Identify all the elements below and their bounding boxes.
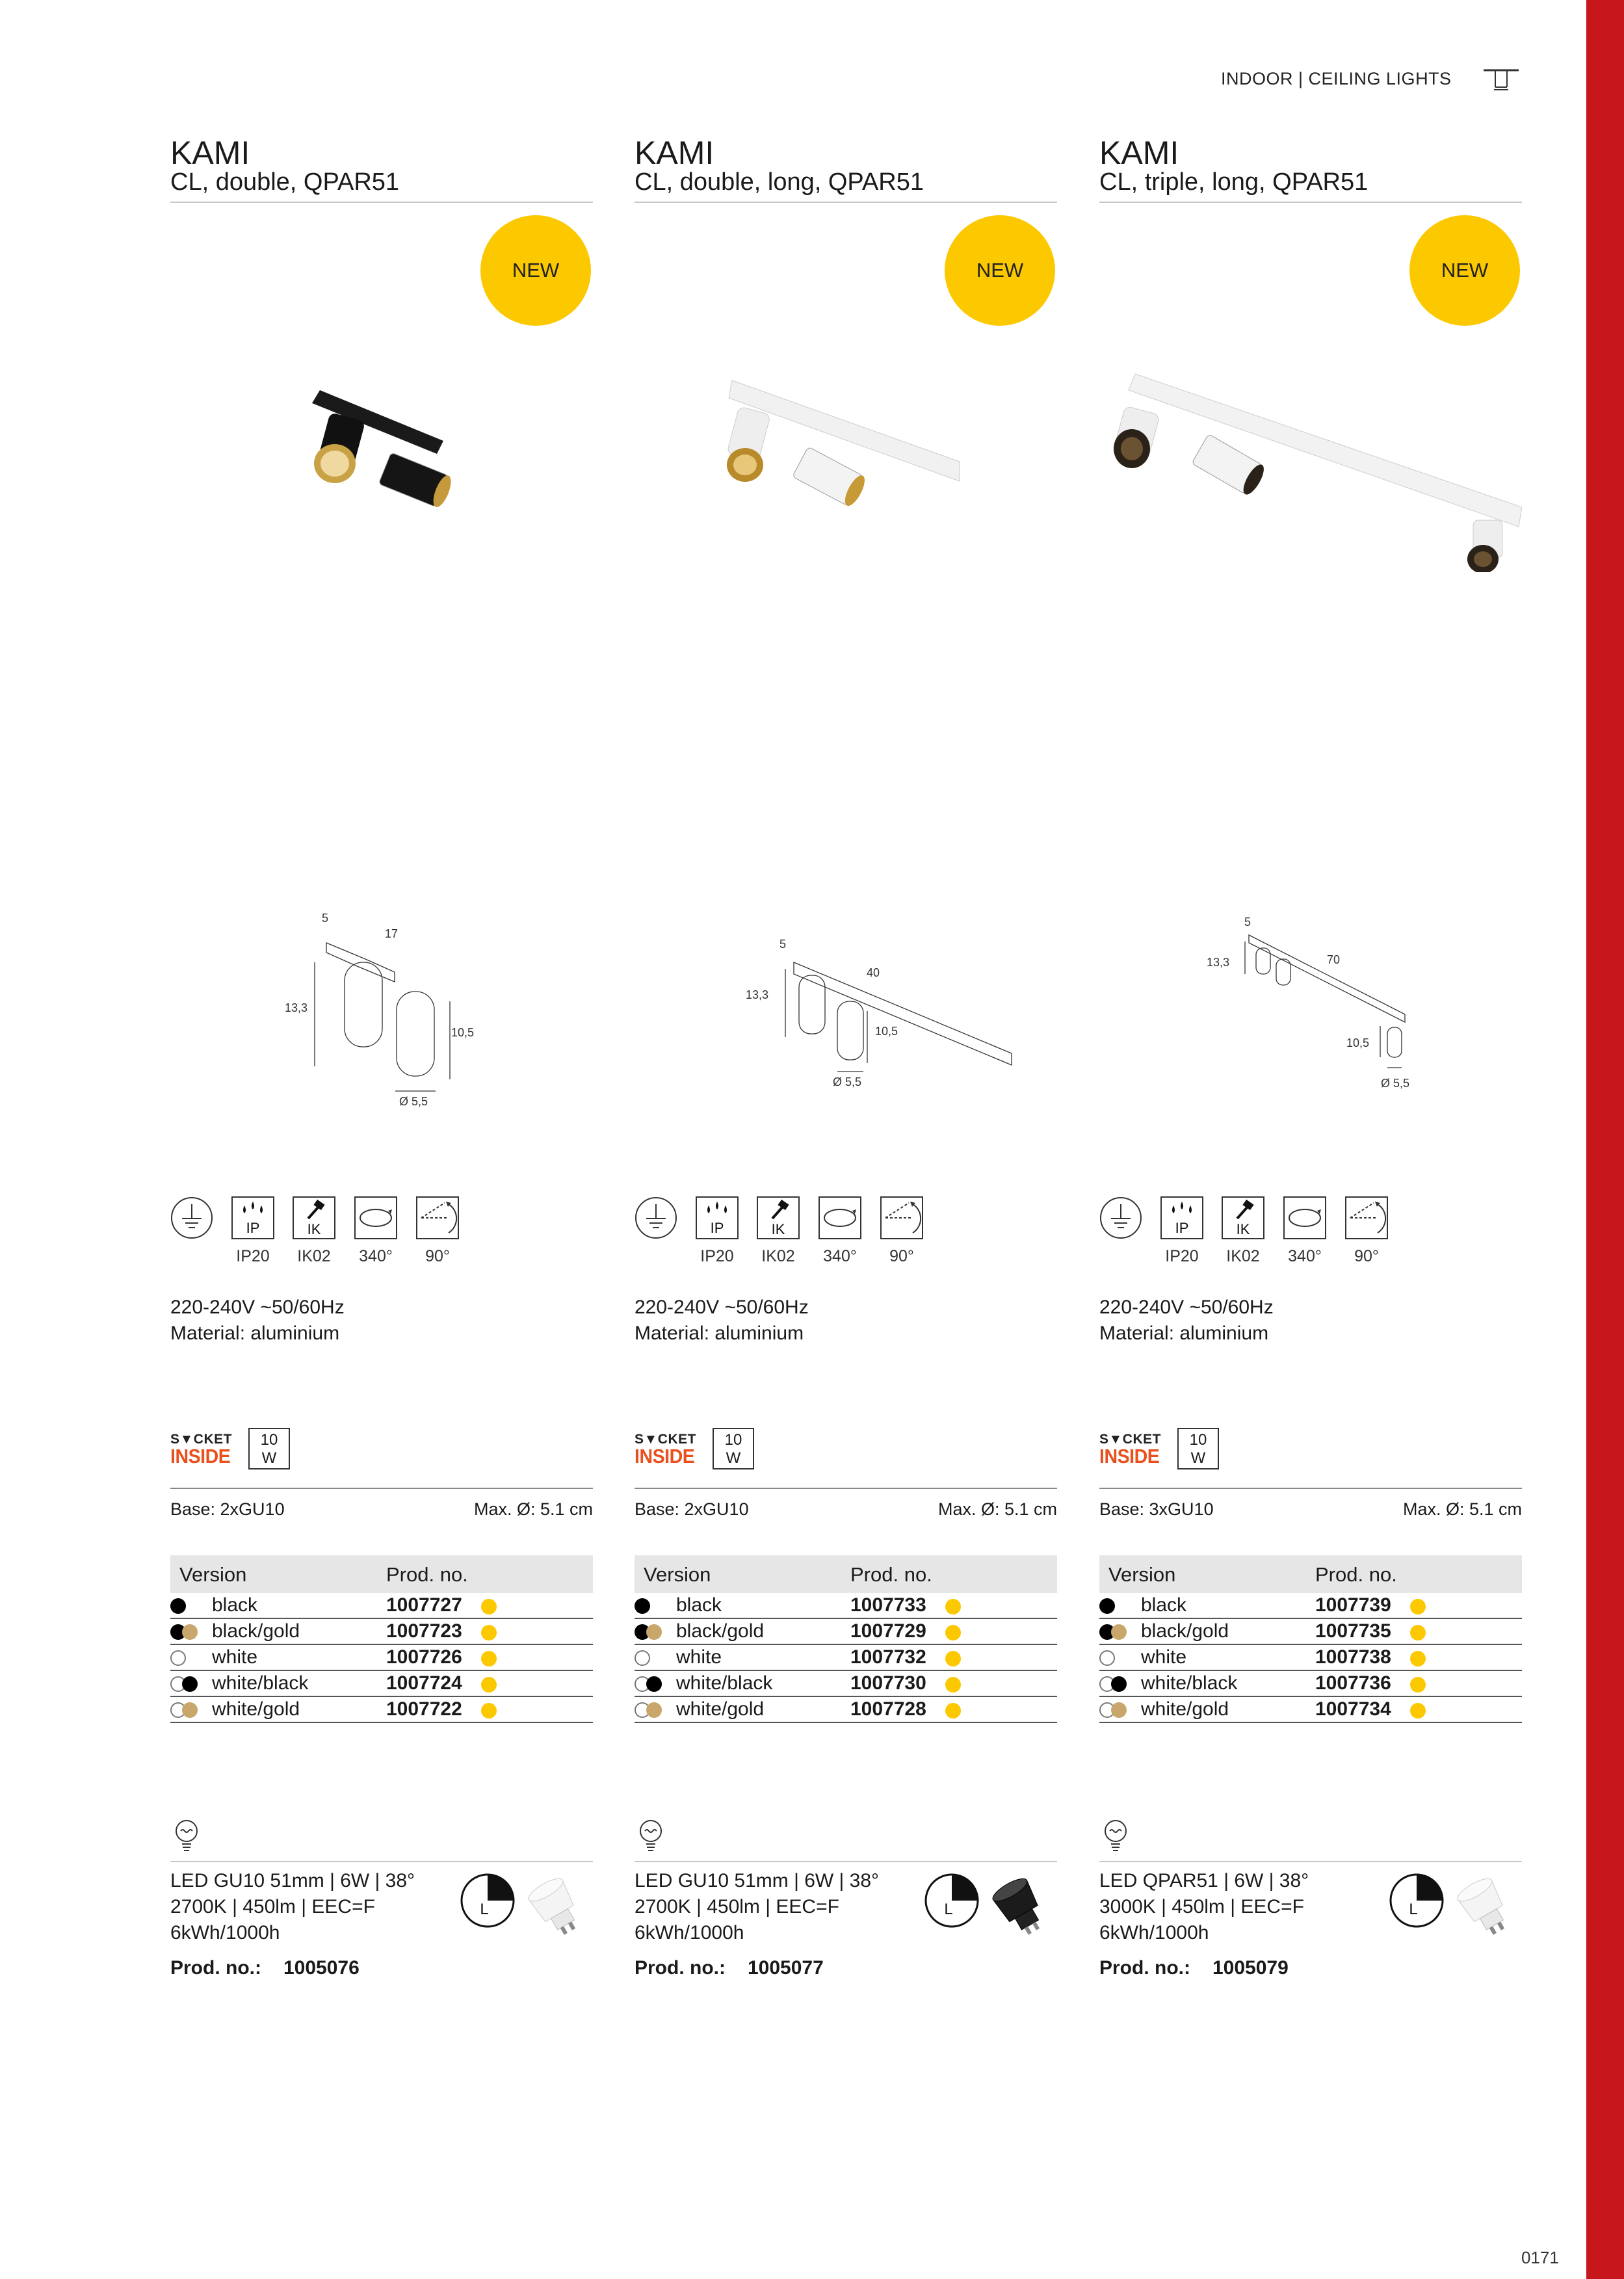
lamp-prod-label: Prod. no.: <box>635 1957 726 1979</box>
tilt-value: 90° <box>425 1247 450 1265</box>
bulb-shape <box>990 1875 1051 1942</box>
dimension-label: 13,3 <box>285 1001 308 1014</box>
availability-dot <box>481 1599 497 1614</box>
wattage-unit: W <box>1190 1449 1206 1467</box>
protection-class-icon <box>635 1196 677 1239</box>
divider <box>170 202 593 203</box>
dimension-label: 13,3 <box>1207 956 1230 969</box>
table-row <box>170 1619 593 1645</box>
version-header: Version <box>1108 1563 1176 1586</box>
protection-class-icon <box>170 1196 213 1239</box>
version-name: black <box>676 1594 722 1616</box>
prod-no-header: Prod. no. <box>1315 1563 1397 1586</box>
version-table-header <box>1099 1555 1522 1593</box>
dimmable-letter: L <box>1409 1901 1418 1918</box>
color-swatch <box>170 1598 186 1614</box>
product-title: KAMI <box>1099 135 1179 171</box>
availability-dot <box>945 1625 961 1640</box>
dimension-label: 10,5 <box>1346 1036 1370 1049</box>
ip-value: IP20 <box>236 1247 270 1265</box>
dimension-label: 10,5 <box>451 1026 475 1039</box>
rotation-icon <box>819 1196 861 1239</box>
version-prod-no: 1007732 <box>850 1646 926 1668</box>
ik-label: IK <box>307 1221 321 1237</box>
lamp-prod-value: 1005077 <box>747 1957 824 1979</box>
divider <box>635 1861 1057 1862</box>
color-swatch <box>182 1702 198 1718</box>
ik-label: IK <box>771 1221 785 1237</box>
section-header: INDOOR | CEILING LIGHTS <box>1221 69 1452 88</box>
table-row <box>1099 1645 1522 1671</box>
product-column <box>170 0 593 2146</box>
bulb-shape <box>1455 1875 1516 1942</box>
lamp-spec-line1: LED GU10 51mm | 6W | 38° <box>635 1870 880 1891</box>
color-swatch <box>646 1624 662 1640</box>
ip-label: IP <box>246 1220 260 1236</box>
version-prod-no: 1007734 <box>1315 1698 1391 1720</box>
feature-icons <box>170 1196 469 1268</box>
ik-value: IK02 <box>761 1247 795 1265</box>
product-image <box>635 338 1057 572</box>
divider <box>170 1861 593 1862</box>
availability-dot <box>1410 1599 1426 1614</box>
divider <box>1099 1861 1522 1862</box>
tilt-icon <box>416 1196 459 1239</box>
availability-dot <box>481 1703 497 1719</box>
table-row <box>635 1593 1057 1619</box>
availability-dot <box>1410 1651 1426 1666</box>
version-prod-no: 1007726 <box>386 1646 462 1668</box>
table-row <box>635 1619 1057 1645</box>
version-prod-no: 1007723 <box>386 1620 462 1642</box>
ik-rating-icon <box>757 1196 800 1239</box>
material-spec: Material: aluminium <box>1099 1323 1269 1344</box>
table-row <box>1099 1593 1522 1619</box>
availability-dot <box>1410 1677 1426 1693</box>
dimension-label: 17 <box>385 927 399 940</box>
dimension-label: Ø 5,5 <box>399 1095 428 1108</box>
spotlight-head <box>378 453 454 510</box>
tilt-icon <box>880 1196 923 1239</box>
availability-dot <box>945 1599 961 1614</box>
availability-dot <box>945 1703 961 1719</box>
spotlight-head <box>1467 520 1502 572</box>
lamp-prod-no <box>1099 1957 1289 1979</box>
lamp-prod-value: 1005076 <box>283 1957 360 1979</box>
bulb-icon <box>635 1817 667 1853</box>
lamp-spec-line2: 2700K | 450lm | EEC=F <box>635 1896 839 1917</box>
ip-value: IP20 <box>1165 1247 1199 1265</box>
availability-dot <box>1410 1625 1426 1640</box>
page-number: 0171 <box>1521 2248 1559 2267</box>
spotlight-head <box>792 447 869 508</box>
max-diameter-spec: Max. Ø: 5.1 cm <box>1402 1499 1522 1519</box>
drawing-bar <box>1249 935 1405 1022</box>
socket-logo-line1: S▼CKET <box>635 1432 696 1447</box>
wattage-box <box>713 1428 754 1469</box>
version-name: white <box>212 1646 258 1668</box>
version-table-header <box>170 1555 593 1593</box>
version-prod-no: 1007728 <box>850 1698 926 1720</box>
ip-value: IP20 <box>700 1247 734 1265</box>
lamp-bulb-image <box>521 1874 593 1945</box>
version-prod-no: 1007730 <box>850 1672 926 1694</box>
lamp-bulb-image <box>986 1874 1057 1945</box>
lamp-spec-line3: 6kWh/1000h <box>1099 1922 1209 1943</box>
product-variant: CL, triple, long, QPAR51 <box>1099 168 1369 196</box>
color-swatch <box>646 1676 662 1692</box>
version-prod-no: 1007727 <box>386 1594 462 1616</box>
ik-rating-icon <box>293 1196 335 1239</box>
ip-label: IP <box>1175 1220 1189 1236</box>
table-row <box>1099 1671 1522 1697</box>
dimension-label: Ø 5,5 <box>833 1075 862 1088</box>
version-prod-no: 1007729 <box>850 1620 926 1642</box>
dimension-label: 5 <box>1244 916 1251 929</box>
drawing-head <box>397 992 434 1076</box>
product-column <box>1099 0 1522 2146</box>
version-prod-no: 1007736 <box>1315 1672 1391 1694</box>
table-row <box>635 1645 1057 1671</box>
rotation-icon <box>1283 1196 1326 1239</box>
color-swatch <box>182 1624 198 1640</box>
max-diameter-spec: Max. Ø: 5.1 cm <box>473 1499 593 1519</box>
version-name: black <box>1141 1594 1187 1616</box>
version-name: black/gold <box>212 1620 300 1642</box>
table-row <box>1099 1697 1522 1723</box>
lamp-prod-label: Prod. no.: <box>170 1957 261 1979</box>
dimension-label: 13,3 <box>746 988 769 1001</box>
table-row <box>1099 1619 1522 1645</box>
availability-dot <box>945 1677 961 1693</box>
dimension-label: 40 <box>867 966 880 979</box>
dimension-drawing <box>1099 897 1522 1112</box>
mounting-bar <box>1129 374 1522 527</box>
table-row <box>635 1671 1057 1697</box>
version-name: black <box>212 1594 258 1616</box>
voltage-spec: 220-240V ~50/60Hz <box>635 1297 809 1318</box>
wattage-unit: W <box>726 1449 741 1467</box>
ip-rating-icon <box>696 1196 739 1239</box>
spotlight-head <box>1114 406 1160 468</box>
lamp-bulb-image <box>1450 1874 1522 1945</box>
version-name: white/black <box>1141 1672 1238 1694</box>
new-badge: NEW <box>945 215 1055 326</box>
color-swatch <box>1099 1650 1115 1666</box>
rotation-value: 340° <box>359 1247 393 1265</box>
tilt-value: 90° <box>889 1247 914 1265</box>
lamp-prod-no <box>170 1957 360 1979</box>
color-swatch <box>1111 1702 1127 1718</box>
availability-dot <box>481 1677 497 1693</box>
dimension-label: 10,5 <box>875 1025 898 1038</box>
version-header: Version <box>644 1563 711 1586</box>
lamp-spec-line3: 6kWh/1000h <box>635 1922 744 1943</box>
base-spec: Base: 2xGU10 <box>635 1499 749 1519</box>
ik-label: IK <box>1236 1221 1250 1237</box>
ip-rating-icon <box>231 1196 274 1239</box>
version-prod-no: 1007724 <box>386 1672 462 1694</box>
color-swatch <box>635 1650 650 1666</box>
product-variant: CL, double, long, QPAR51 <box>635 168 924 196</box>
dimension-drawing <box>170 897 593 1112</box>
color-swatch <box>1111 1624 1127 1640</box>
material-spec: Material: aluminium <box>635 1323 804 1344</box>
version-rows <box>170 1593 593 1723</box>
drawing-head <box>1387 1027 1402 1057</box>
color-swatch <box>1099 1598 1115 1614</box>
wattage-value: 10 <box>724 1431 742 1449</box>
version-name: black/gold <box>676 1620 765 1642</box>
color-swatch <box>182 1676 198 1692</box>
wattage-box <box>1177 1428 1219 1469</box>
wattage-box <box>248 1428 290 1469</box>
version-table <box>1099 1555 1522 1723</box>
lamp-spec-line3: 6kWh/1000h <box>170 1922 280 1943</box>
ik-rating-icon <box>1222 1196 1264 1239</box>
lamp-prod-value: 1005079 <box>1212 1957 1289 1979</box>
dimmable-icon <box>1389 1873 1445 1929</box>
socket-logo-line1: S▼CKET <box>1099 1432 1161 1447</box>
version-name: white/black <box>676 1672 773 1694</box>
ip-label: IP <box>710 1220 724 1236</box>
bulb-icon <box>1099 1817 1132 1853</box>
product-variant: CL, double, QPAR51 <box>170 168 400 196</box>
version-name: black/gold <box>1141 1620 1229 1642</box>
base-spec: Base: 3xGU10 <box>1099 1499 1214 1519</box>
dimension-drawing <box>635 897 1057 1112</box>
ik-value: IK02 <box>297 1247 331 1265</box>
availability-dot <box>945 1651 961 1666</box>
spotlight-head <box>314 412 365 483</box>
wattage-value: 10 <box>1189 1431 1207 1449</box>
socket-logo-line2: INSIDE <box>170 1445 231 1468</box>
lamp-prod-label: Prod. no.: <box>1099 1957 1190 1979</box>
prod-no-header: Prod. no. <box>850 1563 932 1586</box>
divider <box>635 202 1057 203</box>
socket-logo-line2: INSIDE <box>635 1445 695 1468</box>
version-rows <box>635 1593 1057 1723</box>
version-table <box>635 1555 1057 1723</box>
bulb-shape <box>526 1875 587 1942</box>
dimension-label: 5 <box>322 912 329 925</box>
lamp-prod-no <box>635 1957 824 1979</box>
dimension-label: Ø 5,5 <box>1381 1077 1410 1090</box>
rotation-icon <box>354 1196 397 1239</box>
feature-icons <box>1099 1196 1398 1268</box>
rotation-value: 340° <box>823 1247 857 1265</box>
drawing-head <box>837 1001 863 1060</box>
dimension-label: 5 <box>779 938 787 951</box>
dimmable-letter: L <box>480 1901 489 1918</box>
product-column <box>635 0 1057 2146</box>
wattage-value: 10 <box>260 1431 278 1449</box>
divider <box>1099 202 1522 203</box>
product-image <box>1099 338 1522 572</box>
version-table <box>170 1555 593 1723</box>
spotlight-head <box>727 406 771 482</box>
tilt-value: 90° <box>1354 1247 1379 1265</box>
tilt-icon <box>1345 1196 1388 1239</box>
version-prod-no: 1007733 <box>850 1594 926 1616</box>
color-swatch <box>635 1598 650 1614</box>
feature-icons <box>635 1196 934 1268</box>
color-swatch <box>170 1650 186 1666</box>
ik-value: IK02 <box>1226 1247 1260 1265</box>
voltage-spec: 220-240V ~50/60Hz <box>170 1297 345 1318</box>
material-spec: Material: aluminium <box>170 1323 340 1344</box>
socket-logo-line2: INSIDE <box>1099 1445 1160 1468</box>
wattage-unit: W <box>261 1449 277 1467</box>
version-prod-no: 1007735 <box>1315 1620 1391 1642</box>
version-name: white/gold <box>676 1698 765 1720</box>
drawing-bar <box>794 962 1012 1065</box>
divider <box>1099 1488 1522 1489</box>
prod-no-header: Prod. no. <box>386 1563 468 1586</box>
table-row <box>170 1697 593 1723</box>
base-spec: Base: 2xGU10 <box>170 1499 285 1519</box>
version-table-header <box>635 1555 1057 1593</box>
divider <box>170 1488 593 1489</box>
drawing-head <box>1256 948 1270 974</box>
version-prod-no: 1007738 <box>1315 1646 1391 1668</box>
voltage-spec: 220-240V ~50/60Hz <box>1099 1297 1274 1318</box>
rotation-value: 340° <box>1288 1247 1322 1265</box>
dimmable-letter: L <box>944 1901 953 1918</box>
lamp-spec-line1: LED QPAR51 | 6W | 38° <box>1099 1870 1309 1891</box>
version-rows <box>1099 1593 1522 1723</box>
dimmable-icon <box>460 1873 516 1929</box>
version-name: white <box>676 1646 722 1668</box>
drawing-head <box>345 962 382 1047</box>
new-badge: NEW <box>480 215 591 326</box>
version-name: white <box>1141 1646 1187 1668</box>
version-name: white/gold <box>1141 1698 1229 1720</box>
socket-logo-line1: S▼CKET <box>170 1432 232 1447</box>
ip-rating-icon <box>1160 1196 1203 1239</box>
new-badge: NEW <box>1409 215 1520 326</box>
spotlight-head <box>1192 434 1268 497</box>
brand-edge-bar <box>1586 0 1624 2279</box>
drawing-head <box>799 975 825 1034</box>
lamp-spec-line2: 3000K | 450lm | EEC=F <box>1099 1896 1304 1917</box>
version-name: white/gold <box>212 1698 300 1720</box>
table-row <box>170 1593 593 1619</box>
divider <box>635 1488 1057 1489</box>
table-row <box>170 1645 593 1671</box>
product-title: KAMI <box>635 135 714 171</box>
product-title: KAMI <box>170 135 250 171</box>
product-image <box>170 338 593 572</box>
availability-dot <box>1410 1703 1426 1719</box>
availability-dot <box>481 1625 497 1640</box>
lamp-spec-line2: 2700K | 450lm | EEC=F <box>170 1896 375 1917</box>
version-name: white/black <box>212 1672 309 1694</box>
max-diameter-spec: Max. Ø: 5.1 cm <box>937 1499 1057 1519</box>
color-swatch <box>1111 1676 1127 1692</box>
version-prod-no: 1007722 <box>386 1698 462 1720</box>
table-row <box>635 1697 1057 1723</box>
version-header: Version <box>179 1563 247 1586</box>
dimmable-icon <box>924 1873 980 1929</box>
lamp-spec-line1: LED GU10 51mm | 6W | 38° <box>170 1870 415 1891</box>
version-prod-no: 1007739 <box>1315 1594 1391 1616</box>
color-swatch <box>646 1702 662 1718</box>
bulb-icon <box>170 1817 203 1853</box>
availability-dot <box>481 1651 497 1666</box>
table-row <box>170 1671 593 1697</box>
protection-class-icon <box>1099 1196 1142 1239</box>
dimension-label: 70 <box>1327 953 1341 966</box>
